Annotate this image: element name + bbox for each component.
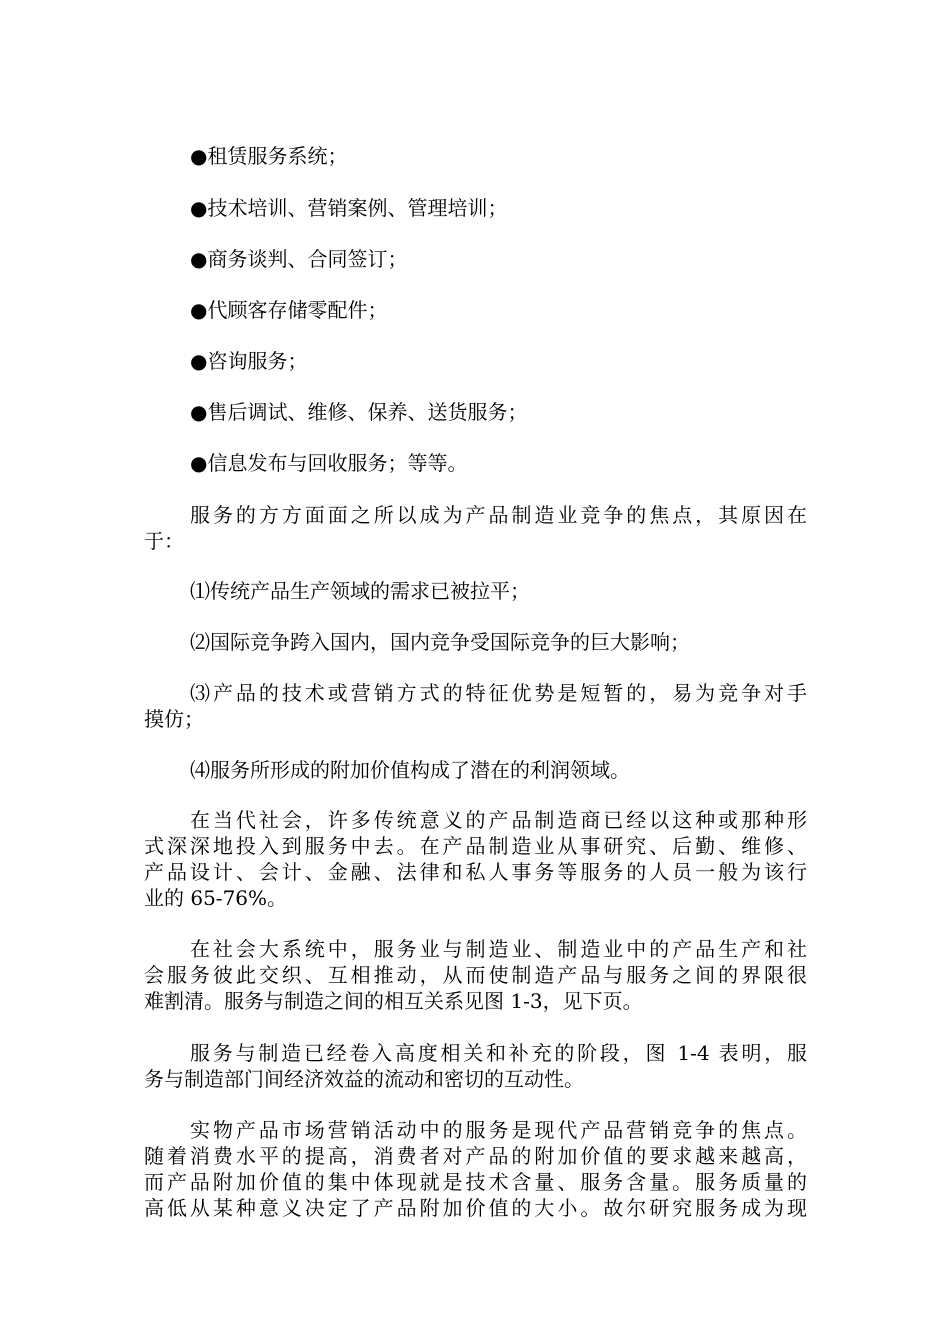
- reason-item: ⑵国际竞争跨入国内，国内竞争受国际竞争的巨大影响；: [190, 630, 690, 654]
- reason-item: ⑶产品的技术或营销方式的特征优势是短暂的，易为竞争对手: [190, 681, 807, 705]
- bullet-item: ●代顾客存储零配件；: [190, 298, 388, 322]
- paragraph-line: 服务的方方面面之所以成为产品制造业竞争的焦点，其原因在: [190, 503, 807, 527]
- bullet-item: ●信息发布与回收服务；等等。: [190, 451, 468, 475]
- paragraph-line: 难割清。服务与制造之间的相互关系见图 1-3，见下页。: [144, 989, 643, 1013]
- bullet-item: ●售后调试、维修、保养、送货服务；: [190, 400, 528, 424]
- bullet-item: ●商务谈判、合同签订；: [190, 247, 408, 271]
- paragraph-line: 高低从某种意义决定了产品附加价值的大小。故尔研究服务成为现: [144, 1196, 807, 1220]
- paragraph-line: 于：: [144, 529, 184, 553]
- reason-item: ⑴传统产品生产领域的需求已被拉平；: [190, 579, 530, 603]
- paragraph-line: 服务与制造已经卷入高度相关和补充的阶段，图 1-4 表明，服: [190, 1041, 807, 1065]
- paragraph-line: 务与制造部门间经济效益的流动和密切的互动性。: [144, 1067, 584, 1091]
- paragraph-line: 产品设计、会计、金融、法律和私人事务等服务的人员一般为该行: [144, 860, 807, 884]
- reason-item-continuation: 摸仿；: [144, 707, 204, 731]
- paragraph-line: 在当代社会，许多传统意义的产品制造商已经以这种或那种形: [190, 808, 807, 832]
- bullet-item: ●租赁服务系统；: [190, 144, 348, 168]
- paragraph-line: 业的 65-76%。: [144, 886, 288, 910]
- paragraph-line: 随着消费水平的提高，消费者对产品的附加价值的要求越来越高，: [144, 1144, 807, 1168]
- paragraph-line: 实物产品市场营销活动中的服务是现代产品营销竞争的焦点。: [190, 1118, 807, 1142]
- paragraph-line: 会服务彼此交织、互相推动，从而使制造产品与服务之间的界限很: [144, 963, 807, 987]
- paragraph-line: 在社会大系统中，服务业与制造业、制造业中的产品生产和社: [190, 937, 807, 961]
- bullet-item: ●技术培训、营销案例、管理培训；: [190, 196, 508, 220]
- reason-item: ⑷服务所形成的附加价值构成了潜在的利润领域。: [190, 758, 630, 782]
- paragraph-line: 式深深地投入到服务中去。在产品制造业从事研究、后勤、维修、: [144, 834, 807, 858]
- paragraph-line: 而产品附加价值的集中体现就是技术含量、服务含量。服务质量的: [144, 1170, 807, 1194]
- bullet-item: ●咨询服务；: [190, 349, 308, 373]
